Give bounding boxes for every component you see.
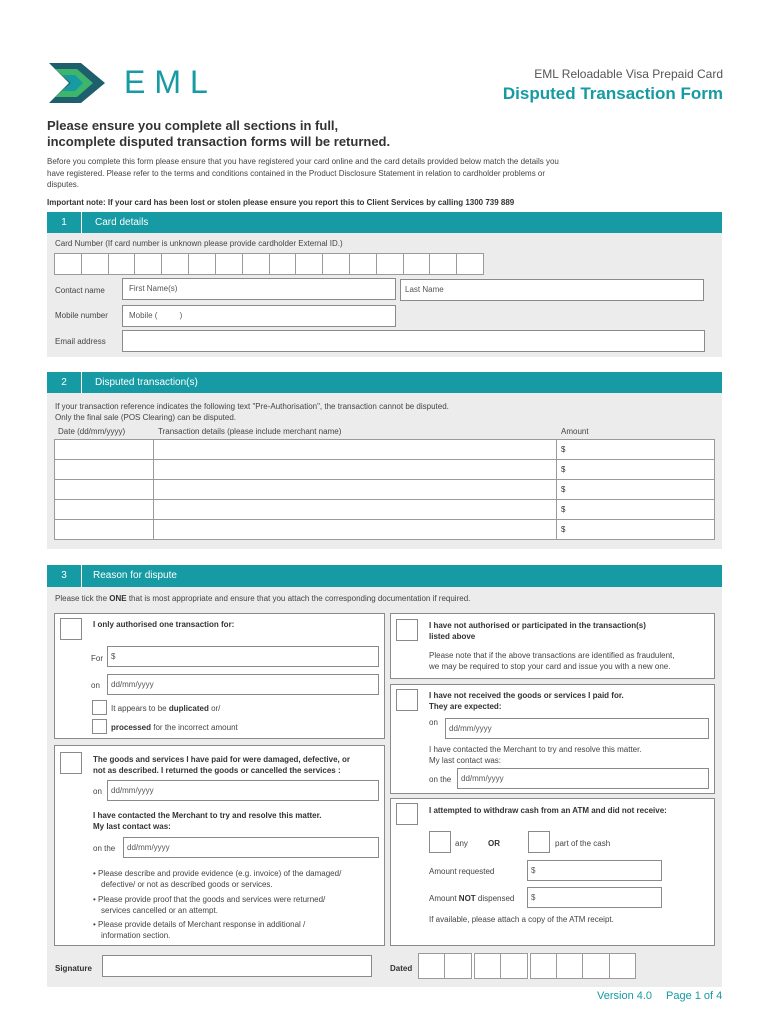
option-b-on-label: on bbox=[93, 787, 102, 796]
date-cell[interactable] bbox=[55, 500, 154, 520]
processed-checkbox[interactable] bbox=[92, 719, 107, 734]
dispensed-bold: NOT bbox=[458, 894, 476, 903]
section2-panel bbox=[47, 393, 722, 549]
amount-requested-placeholder: $ bbox=[531, 866, 536, 875]
processed-bold: processed bbox=[111, 723, 152, 732]
card-digit[interactable] bbox=[349, 254, 376, 275]
intro-paragraph-line3: disputes. bbox=[47, 180, 80, 189]
amount-dispensed-label bbox=[429, 894, 514, 903]
option-d-title-line2: They are expected: bbox=[429, 702, 502, 711]
section3-title: Reason for dispute bbox=[93, 570, 177, 581]
card-digit[interactable] bbox=[269, 254, 296, 275]
details-cell[interactable] bbox=[154, 500, 557, 520]
section2-note-line1: If your transaction reference indicates the following text "Pre-Authorisation", the transaction cannot be disputed. bbox=[55, 402, 449, 411]
intro-paragraph-line2: have registered. Please refer to the terms and conditions contained in the Product Disclosure Statement in relation to cardholder problems or bbox=[47, 168, 546, 178]
any-label: any bbox=[455, 839, 468, 848]
date-cell[interactable] bbox=[55, 480, 154, 500]
instruction-bold: ONE bbox=[109, 594, 127, 603]
card-digit[interactable] bbox=[108, 254, 135, 275]
form-title: Disputed Transaction Form bbox=[502, 84, 723, 103]
date-cell[interactable] bbox=[55, 440, 154, 460]
intro-heading-line2: incomplete disputed transaction forms will be returned. bbox=[47, 134, 391, 149]
option-d-title-line1: I have not received the goods or services I paid for. bbox=[429, 691, 624, 700]
amount-cell[interactable]: $ bbox=[557, 480, 715, 500]
first-name-placeholder: First Name(s) bbox=[129, 284, 178, 293]
date-digit[interactable] bbox=[445, 954, 471, 979]
brand-name: EML bbox=[124, 64, 217, 100]
details-cell[interactable] bbox=[154, 460, 557, 480]
first-name-field[interactable] bbox=[122, 278, 396, 300]
option-d-checkbox[interactable] bbox=[396, 689, 418, 711]
card-digit[interactable] bbox=[376, 254, 403, 275]
option-a-title: I only authorised one transaction for: bbox=[93, 620, 235, 629]
col-amount-header: Amount bbox=[561, 427, 589, 436]
card-digit[interactable] bbox=[215, 254, 242, 275]
amount-cell[interactable]: $ bbox=[557, 520, 715, 540]
table-row bbox=[55, 520, 715, 540]
option-d-box bbox=[390, 684, 715, 794]
option-b-contact-line2: My last contact was: bbox=[93, 822, 171, 831]
dispensed-post: dispensed bbox=[475, 894, 515, 903]
section2-note bbox=[55, 401, 449, 423]
bullet-text: Please provide details of Merchant response in additional / bbox=[98, 920, 306, 929]
option-e-checkbox[interactable] bbox=[396, 803, 418, 825]
option-a-on-field[interactable] bbox=[107, 674, 379, 695]
section3-instruction bbox=[55, 594, 470, 603]
card-digit[interactable] bbox=[457, 254, 484, 275]
any-checkbox[interactable] bbox=[429, 831, 451, 853]
table-row bbox=[55, 440, 715, 460]
email-field[interactable] bbox=[122, 330, 705, 352]
table-row bbox=[55, 460, 715, 480]
dated-grid[interactable] bbox=[418, 953, 636, 979]
option-a-on-placeholder: dd/mm/yyyy bbox=[111, 680, 154, 689]
amount-cell[interactable]: $ bbox=[557, 500, 715, 520]
card-number-label: Card Number (If card number is unknown please provide cardholder External ID.) bbox=[55, 239, 343, 248]
details-cell[interactable] bbox=[154, 520, 557, 540]
card-digit[interactable] bbox=[81, 254, 108, 275]
table-row bbox=[55, 480, 715, 500]
details-cell[interactable] bbox=[154, 480, 557, 500]
option-d-contact bbox=[429, 744, 642, 766]
email-label: Email address bbox=[55, 337, 106, 346]
col-details-header: Transaction details (please include merchant name) bbox=[158, 427, 342, 436]
amount-cell[interactable]: $ bbox=[557, 440, 715, 460]
section3-panel bbox=[47, 587, 722, 987]
last-name-placeholder: Last Name bbox=[405, 285, 444, 294]
option-d-contact-line2: My last contact was: bbox=[429, 756, 502, 765]
important-note: Important note: If your card has been lost or stolen please ensure you report this to Client Services by calling 1300 739 889 bbox=[47, 198, 515, 207]
option-a-for-label: For bbox=[91, 654, 103, 663]
option-b-box bbox=[54, 745, 385, 946]
intro-heading bbox=[47, 118, 390, 150]
dispensed-pre: Amount bbox=[429, 894, 459, 903]
option-b-on-the-placeholder: dd/mm/yyyy bbox=[127, 843, 170, 852]
option-b-contact bbox=[93, 810, 322, 832]
bullet-line: information section. bbox=[101, 931, 171, 940]
date-cell[interactable] bbox=[55, 520, 154, 540]
mobile-label: Mobile number bbox=[55, 311, 108, 320]
option-b-bullet bbox=[93, 919, 305, 941]
section3-number: 3 bbox=[47, 565, 82, 587]
amount-dispensed-field[interactable] bbox=[527, 887, 662, 908]
section2-note-line2: Only the final sale (POS Clearing) can be disputed. bbox=[55, 413, 236, 422]
intro-paragraph bbox=[47, 156, 559, 191]
part-checkbox[interactable] bbox=[528, 831, 550, 853]
option-a-for-field[interactable] bbox=[107, 646, 379, 667]
or-label: OR bbox=[488, 839, 500, 848]
amount-cell[interactable]: $ bbox=[557, 460, 715, 480]
bullet-line: services cancelled or an attempt. bbox=[101, 906, 218, 915]
footer-version: Version 4.0 bbox=[597, 990, 653, 1002]
option-a-box bbox=[54, 613, 385, 739]
bullet-text: Please provide proof that the goods and services were returned/ bbox=[98, 895, 326, 904]
table-row bbox=[55, 500, 715, 520]
option-b-on-the-label: on the bbox=[93, 844, 116, 853]
option-d-on-the-placeholder: dd/mm/yyyy bbox=[461, 774, 504, 783]
duplicated-label bbox=[111, 704, 220, 713]
card-digit[interactable] bbox=[430, 254, 457, 275]
last-name-field[interactable] bbox=[400, 279, 704, 301]
eml-logo bbox=[45, 57, 109, 109]
option-b-title bbox=[93, 754, 350, 776]
date-digit[interactable] bbox=[501, 954, 527, 979]
section2-number: 2 bbox=[47, 372, 82, 393]
product-name: EML Reloadable Visa Prepaid Card bbox=[534, 67, 723, 81]
date-cell[interactable] bbox=[55, 460, 154, 480]
card-digit[interactable] bbox=[242, 254, 269, 275]
card-digit[interactable] bbox=[162, 254, 189, 275]
bullet-line: • Please describe and provide evidence (e.g. invoice) of the damaged/ bbox=[93, 869, 342, 878]
option-b-bullet bbox=[93, 894, 325, 916]
option-c-title bbox=[429, 620, 646, 642]
duplicated-bold: duplicated bbox=[168, 704, 209, 713]
option-a-on-label: on bbox=[91, 681, 100, 690]
processed-label bbox=[111, 723, 238, 732]
date-digit[interactable] bbox=[474, 954, 500, 979]
section3-bar bbox=[47, 565, 722, 587]
mobile-placeholder: Mobile ( ) bbox=[129, 311, 183, 320]
option-a-for-placeholder: $ bbox=[111, 652, 116, 661]
amount-requested-label: Amount requested bbox=[429, 867, 495, 876]
option-d-on-field[interactable] bbox=[445, 718, 709, 739]
card-digit[interactable] bbox=[135, 254, 162, 275]
card-digit[interactable] bbox=[323, 254, 350, 275]
option-b-checkbox[interactable] bbox=[60, 752, 82, 774]
card-digit[interactable] bbox=[55, 254, 82, 275]
option-c-note-line1: Please note that if the above transactions are identified as fraudulent, bbox=[429, 651, 675, 660]
section2-title: Disputed transaction(s) bbox=[95, 377, 198, 388]
section1-bar bbox=[47, 212, 722, 233]
option-d-on-the-label: on the bbox=[429, 775, 452, 784]
footer-page: Page 1 of 4 bbox=[666, 990, 723, 1002]
option-c-checkbox[interactable] bbox=[396, 619, 418, 641]
part-label: part of the cash bbox=[555, 839, 611, 848]
bullet-line: • Please provide details of Merchant response in additional / bbox=[93, 920, 306, 929]
option-e-title: I attempted to withdraw cash from an ATM and did not receive: bbox=[429, 806, 667, 815]
section1-number: 1 bbox=[47, 212, 82, 233]
processed-post: for the incorrect amount bbox=[151, 723, 238, 732]
dated-label: Dated bbox=[390, 964, 413, 973]
amount-requested-field[interactable] bbox=[527, 860, 662, 881]
intro-heading-line1: Please ensure you complete all sections in full, bbox=[47, 118, 339, 133]
option-c-title-line2: listed above bbox=[429, 632, 476, 641]
bullet-line: • Please provide proof that the goods and services were returned/ bbox=[93, 895, 326, 904]
option-b-title-line2: not as described. I returned the goods or cancelled the services : bbox=[93, 766, 341, 775]
bullet-line: defective/ or not as described goods or services. bbox=[101, 880, 273, 889]
instruction-post: that is most appropriate and ensure that you attach the corresponding documentation if required. bbox=[126, 594, 471, 603]
option-b-title-line1: The goods and services I have paid for were damaged, defective, or bbox=[93, 755, 350, 764]
date-digit[interactable] bbox=[609, 954, 635, 979]
option-a-checkbox[interactable] bbox=[60, 618, 82, 640]
card-digit[interactable] bbox=[189, 254, 216, 275]
transactions-table bbox=[54, 439, 715, 540]
section2-bar bbox=[47, 372, 722, 393]
card-number-grid[interactable] bbox=[54, 253, 484, 275]
option-e-box bbox=[390, 798, 715, 946]
date-digit[interactable] bbox=[556, 954, 582, 979]
option-d-on-label: on bbox=[429, 718, 438, 727]
bullet-text: Please describe and provide evidence (e.g. invoice) of the damaged/ bbox=[98, 869, 342, 878]
details-cell[interactable] bbox=[154, 440, 557, 460]
instruction-pre: Please tick the bbox=[55, 594, 110, 603]
mobile-field[interactable] bbox=[122, 305, 396, 327]
option-d-title bbox=[429, 690, 624, 712]
card-digit[interactable] bbox=[296, 254, 323, 275]
option-d-contact-line1: I have contacted the Merchant to try and resolve this matter. bbox=[429, 745, 642, 754]
section1-panel bbox=[47, 233, 722, 357]
contact-name-label: Contact name bbox=[55, 286, 105, 295]
duplicated-pre: It appears to be bbox=[111, 704, 169, 713]
option-b-on-the-field[interactable] bbox=[123, 837, 379, 858]
option-b-contact-line1: I have contacted the Merchant to try and resolve this matter. bbox=[93, 811, 322, 820]
option-d-on-the-field[interactable] bbox=[457, 768, 709, 789]
option-b-on-placeholder: dd/mm/yyyy bbox=[111, 786, 154, 795]
card-digit[interactable] bbox=[403, 254, 430, 275]
option-c-note bbox=[429, 650, 675, 672]
option-d-on-placeholder: dd/mm/yyyy bbox=[449, 724, 492, 733]
option-c-box bbox=[390, 613, 715, 679]
option-b-on-field[interactable] bbox=[107, 780, 379, 801]
section1-title: Card details bbox=[95, 217, 149, 228]
option-c-note-line2: we may be required to stop your card and issue you with a new one. bbox=[429, 662, 671, 671]
duplicated-checkbox[interactable] bbox=[92, 700, 107, 715]
intro-paragraph-line1: Before you complete this form please ensure that you have registered your card online and the card details provided below match the details you bbox=[47, 157, 559, 166]
amount-dispensed-placeholder: $ bbox=[531, 893, 536, 902]
option-c-title-line1: I have not authorised or participated in the transaction(s) bbox=[429, 621, 646, 630]
signature-field[interactable] bbox=[102, 955, 372, 977]
option-b-bullet bbox=[93, 868, 341, 890]
date-digit[interactable] bbox=[419, 954, 445, 979]
date-digit[interactable] bbox=[583, 954, 609, 979]
atm-note: If available, please attach a copy of the ATM receipt. bbox=[429, 915, 614, 924]
date-digit[interactable] bbox=[530, 954, 556, 979]
duplicated-post: or/ bbox=[208, 704, 221, 713]
col-date-header: Date (dd/mm/yyyy) bbox=[58, 427, 126, 436]
signature-label: Signature bbox=[55, 964, 92, 973]
